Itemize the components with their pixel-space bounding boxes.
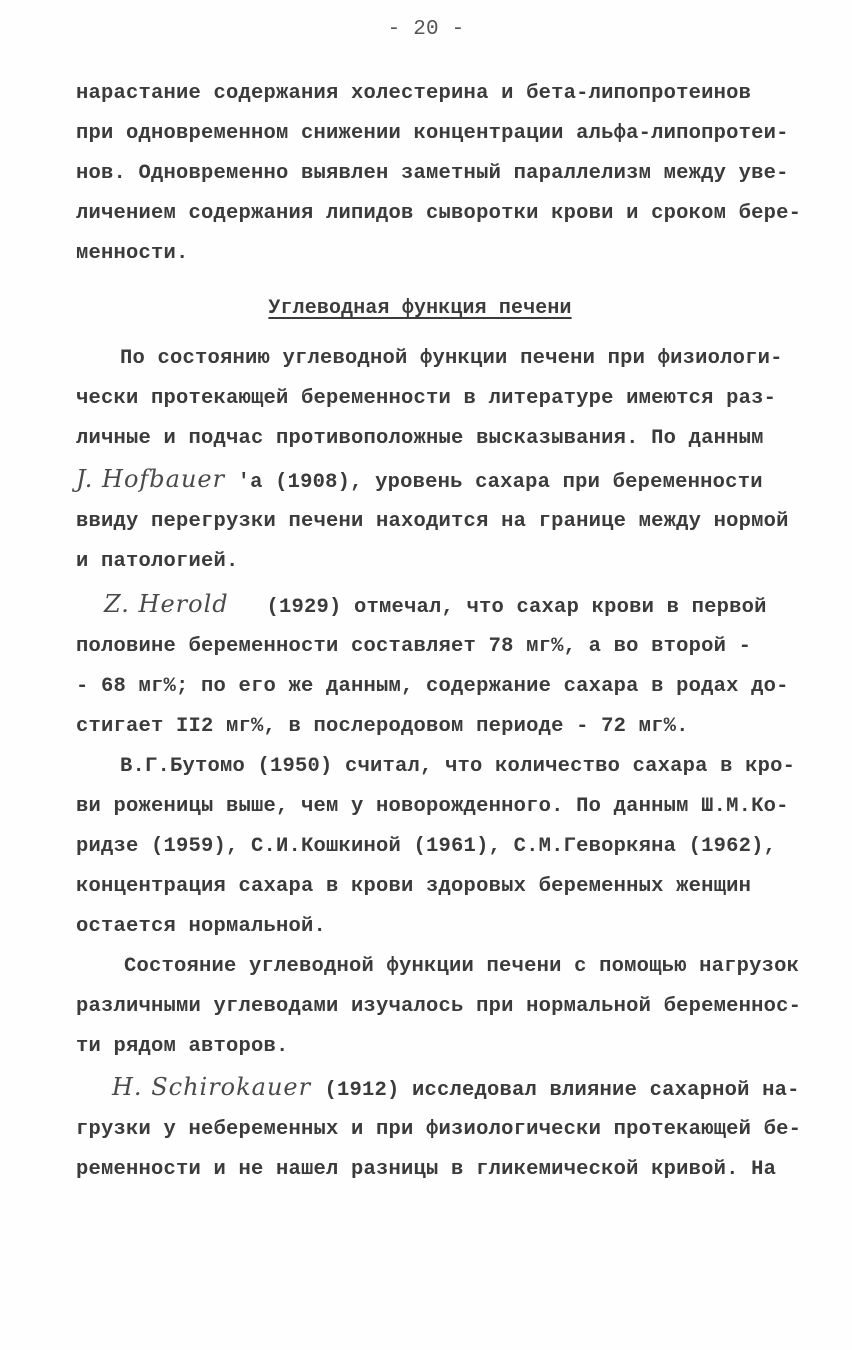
- p3-line-1: В.Г.Бутомо (1950) считал, что количество сахара в кро-: [120, 755, 796, 778]
- intro-line-1: нарастание содержания холестерина и бета-липопротеинов: [76, 82, 752, 105]
- p4-line-1: Состояние углеводной функции печени с помощью нагрузок: [124, 955, 800, 978]
- p2-line-1-text: (1929) отмечал, что сахар крови в первой: [266, 596, 767, 619]
- p1-line-4-text: 'а (1908), уровень сахара при беременности: [237, 471, 763, 494]
- p1-line-5: ввиду перегрузки печени находится на границе между нормой: [76, 510, 789, 533]
- p5-line-1: [112, 1074, 800, 1104]
- p3-line-5: остается нормальной.: [76, 915, 327, 938]
- p1-line-1: По состоянию углеводной функции печени при физиологи-: [120, 347, 783, 370]
- p3-line-2: ви роженицы выше, чем у новорожденного. По данным Ш.М.Ко-: [76, 795, 789, 818]
- p5-line-3: ременности и не нашел разницы в гликемической кривой. На: [76, 1158, 777, 1181]
- handwritten-author-herold: Z. Herold: [104, 590, 229, 618]
- p4-line-3: ти рядом авторов.: [76, 1035, 289, 1058]
- p1-line-4: [76, 466, 763, 496]
- p3-line-4: концентрация сахара в крови здоровых беременных женщин: [76, 875, 752, 898]
- p1-line-6: и патологией.: [76, 550, 239, 573]
- p4-line-2: различными углеводами изучалось при нормальной беременнос-: [76, 995, 802, 1018]
- handwritten-author-hofbauer: J. Hofbauer: [76, 465, 226, 493]
- intro-line-5: менности.: [76, 242, 189, 265]
- p3-line-3: ридзе (1959), С.И.Кошкиной (1961), С.М.Геворкяна (1962),: [76, 835, 777, 858]
- p2-line-1: [104, 591, 767, 621]
- intro-line-3: нов. Одновременно выявлен заметный параллелизм между уве-: [76, 162, 789, 185]
- p5-line-2: грузки у небеременных и при физиологически протекающей бе-: [76, 1118, 802, 1141]
- p1-line-3: личные и подчас противоположные высказывания. По данным: [76, 427, 764, 450]
- p1-line-2: чески протекающей беременности в литературе имеются раз-: [76, 387, 777, 410]
- p5-line-1-text: (1912) исследовал влияние сахарной на-: [324, 1079, 800, 1102]
- intro-line-2: при одновременном снижении концентрации альфа-липопротеи-: [76, 122, 789, 145]
- page-number: - 20 -: [387, 18, 465, 41]
- handwritten-author-schirokauer: H. Schirokauer: [112, 1073, 312, 1101]
- p2-line-4: стигает II2 мг%, в послеродовом периоде - 72 мг%.: [76, 715, 689, 738]
- intro-line-4: личением содержания липидов сыворотки крови и сроком бере-: [76, 202, 802, 225]
- section-heading: Углеводная функция печени: [268, 297, 572, 320]
- p2-line-2: половине беременности составляет 78 мг%, а во второй -: [76, 635, 752, 658]
- p2-line-3: - 68 мг%; по его же данным, содержание сахара в родах до-: [76, 675, 789, 698]
